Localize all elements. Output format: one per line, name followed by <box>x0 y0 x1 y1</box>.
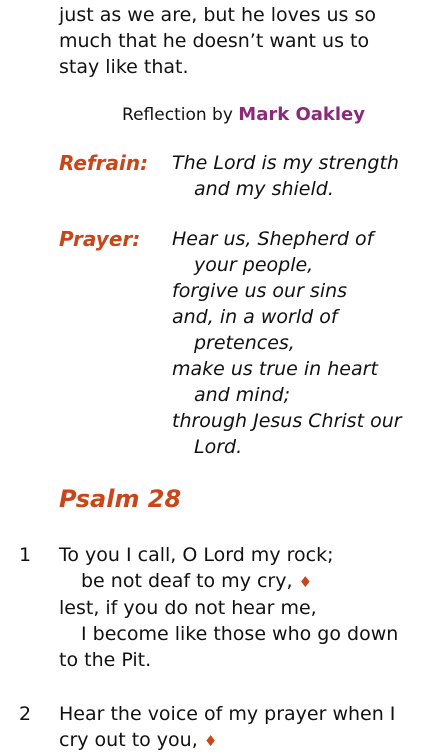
prayer-line: Lord. <box>194 436 243 458</box>
verse-line: To you I call, O Lord my rock; <box>59 544 334 566</box>
prayer-line: through Jesus Christ our <box>172 410 402 432</box>
diamond-marker-icon: ♦ <box>298 573 313 591</box>
intro-line: stay like that. <box>59 56 189 78</box>
prayer-label: Prayer: <box>59 227 141 251</box>
prayer-line: make us true in heart <box>172 358 378 380</box>
verse-number: 1 <box>19 544 32 566</box>
verse-line-text: cry out to you, <box>59 729 198 751</box>
verse-line <box>59 568 409 595</box>
reflection-prefix: Reflection by <box>122 105 233 125</box>
prayer-line: Hear us, Shepherd of <box>172 228 374 250</box>
refrain-line: and my shield. <box>194 178 334 200</box>
prayer-line: your people, <box>194 254 314 276</box>
refrain-line: The Lord is my strength <box>172 152 399 174</box>
prayer-line: forgive us our sins <box>172 280 348 302</box>
verse-line: lest, if you do not hear me, <box>59 597 317 619</box>
verse-number: 2 <box>19 703 32 725</box>
verse-line: I become like those who go down <box>81 623 399 645</box>
prayer-line: and mind; <box>194 384 291 406</box>
intro-line: much that he doesn’t want us to <box>59 30 370 52</box>
verse-text <box>59 701 409 754</box>
reflection-credit <box>122 103 365 127</box>
psalm-title: Psalm 28 <box>59 485 182 513</box>
reflection-author: Mark Oakley <box>238 104 365 125</box>
diamond-marker-icon: ♦ <box>203 732 218 750</box>
prayer-text <box>172 226 412 460</box>
verse-line: to the Pit. <box>59 649 152 671</box>
refrain-text <box>172 150 412 202</box>
refrain-label: Refrain: <box>59 151 149 175</box>
intro-line: just as we are, but he loves us so <box>59 4 377 26</box>
verse-text <box>59 542 409 673</box>
verse-line: Hear the voice of my prayer when I <box>59 703 396 725</box>
prayer-line: and, in a world of <box>172 306 338 328</box>
prayer-line: pretences, <box>194 332 295 354</box>
intro-paragraph <box>59 2 404 80</box>
verse-line-text: be not deaf to my cry, <box>81 570 293 592</box>
